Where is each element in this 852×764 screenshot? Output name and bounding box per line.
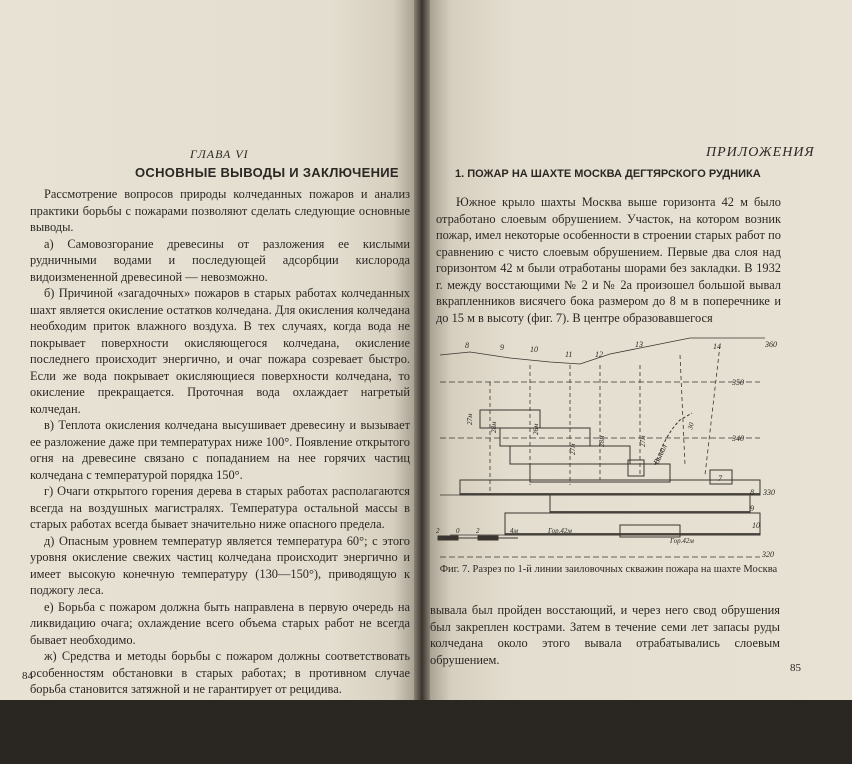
right-page [430, 0, 852, 700]
scale-label: 2 [476, 527, 480, 535]
horizon-label: Гор.42м [548, 527, 572, 535]
depth-label: 27м [639, 435, 647, 447]
section-number: 13 [635, 340, 643, 349]
right-body-text-continued [430, 602, 780, 668]
depth-label: 28м [598, 435, 606, 447]
paragraph: Южное крыло шахты Москва выше горизонта 42 м было отработано слоевым обрушением. Участок, на котором возник пожар, имел некоторые особенности в строении старых работ по сравнению с чисто слоевым обрушением. Первые два слоя над горизонтом 42 м были отработаны шорами без закладки. В 1932 г. между восстающими № 2 и № 2а произошел большой вывал вкрапленников висячего бока размером до 8 м в поперечнике и до 15 м в высоту (фиг. 7). В центре образовавшегося [436, 195, 781, 325]
left-page [0, 0, 414, 762]
appendix-title: ПРИЛОЖЕНИЯ [706, 145, 815, 160]
paragraph: д) Опасным уровнем температур является температура 60°; с этого уровня окисление свежих частиц колчедана происходит энергично и имеет высокую конечную температуру (130—150°), приводящую к поджогу леса. [30, 533, 410, 597]
paragraph: г) Очаги открытого горения дерева в старых работах располагаются всегда на воздушных магистралях. Температура остальной массы в старых работах всегда бывает значительно ниже опасного предела. [30, 484, 410, 531]
paragraph: б) Причиной «загадочных» пожаров в старых работах колчеданных шахт является окисление остатков колчедана. Для окисления колчедана необходим приток влажного воздуха. В тех случаях, когда вода не покрывает поверхности окисляющегося колчедана, окисление последнего происходит энергично, и очаг пожара созревает быстро. Если же вода покрывает окисляющиеся поверхности колчедана, то окисление прекращается. Проточная вода охлаждает нагретый колчедан. [30, 286, 410, 416]
page-number-right: 85 [790, 662, 801, 674]
depth-label: 30 [686, 421, 696, 431]
collapse-label: Вывал [651, 442, 669, 466]
elevation-label: 360 [765, 340, 777, 349]
chapter-heading: ОСНОВНЫЕ ВЫВОДЫ И ЗАКЛЮЧЕНИЕ [135, 165, 399, 180]
section-heading: 1. ПОЖАР НА ШАХТЕ МОСКВА ДЕГТЯРСКОГО РУДНИКА [455, 168, 761, 180]
section-number: 9 [500, 343, 504, 352]
elevation-label: 350 [732, 378, 744, 387]
scale-label: 4м [510, 527, 518, 535]
paragraph: Рассмотрение вопросов природы колчеданных пожаров и анализ практики борьбы с пожарами позволяют сделать следующие основные выводы. [30, 187, 410, 234]
paragraph: е) Борьба с пожаром должна быть направлена в первую очередь на ликвидацию очага; охлаждение всего объема старых работ не всегда бывает необходимо. [30, 599, 410, 647]
horizon-label: Гор.42м [670, 537, 694, 545]
scale-label: 0 [456, 527, 460, 535]
block-number: 10 [752, 521, 760, 530]
figure-caption: Фиг. 7. Разрез по 1-й линии заиловочных скважин пожара на шахте Москва [439, 564, 778, 575]
paragraph: вывала был пройден восстающий, и через него свод обрушения был закреплен кострами. Затем в течение семи лет запасы руды колчедана около этого вывала отрабатывались слоевым обрушением. [430, 603, 780, 667]
elevation-label: 340 [732, 434, 744, 443]
paragraph: в) Теплота окисления колчедана высушивает древесину и вызывает ее разложение даже при температурах ниже 100°. Появление открытого огня на древесине связано с попаданием на нее горячих частиц колчедана с температурой порядка 150°. [30, 418, 410, 482]
section-number: 10 [530, 345, 538, 354]
block-number: 9 [750, 504, 754, 513]
depth-label: 27м [466, 413, 474, 425]
paragraph: а) Самовозгорание древесины от разложения ее кислыми рудничными водами и последующей адсорбции кислорода видоизмененной древесиной — невозможно. [30, 236, 410, 284]
page-number-left: 84 [22, 670, 33, 682]
book-gutter [414, 0, 430, 700]
mine-section-figure [430, 335, 780, 560]
depth-label: 28м [490, 421, 498, 433]
section-number: 8 [465, 341, 469, 350]
section-number: 11 [565, 350, 573, 359]
left-body-text [30, 186, 410, 764]
depth-label: 27м [569, 443, 577, 455]
block-number: 8 [750, 488, 754, 497]
paragraph: ж) Средства и методы борьбы с пожаром должны соответствовать особенностям обстановки в старых работах; в противном случае борьба становится затяжной и не гарантирует от рецидива. [30, 649, 410, 696]
paragraph: Успех борьбы с пожаром зависит как от готовности шахты к встрече аварии и своевременного применения средств борьбы, соответствующих особенностям пожара, так и от правильного понимания того, что происходит в каждом отдельном случае. [30, 698, 410, 762]
right-body-text [436, 194, 781, 326]
block-number: 7 [718, 474, 722, 483]
elevation-label: 320 [762, 550, 774, 559]
section-number: 14 [713, 342, 721, 351]
chapter-label: ГЛАВА VI [190, 147, 249, 161]
section-number: 12 [595, 350, 603, 359]
depth-label: 26м [532, 423, 540, 435]
scale-label: 2 [436, 527, 440, 535]
elevation-label: 330 [763, 488, 775, 497]
